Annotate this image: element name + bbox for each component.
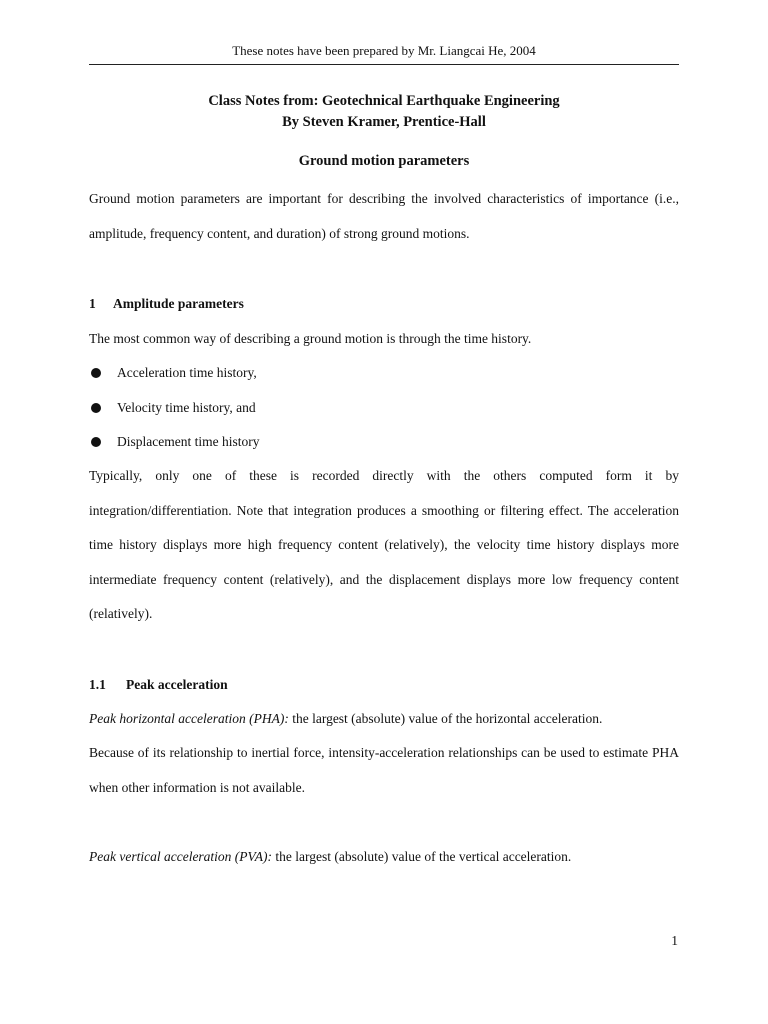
pha-term: Peak horizontal acceleration (PHA): — [89, 711, 289, 726]
pva-definition — [89, 848, 679, 866]
pva-definition-text: the largest (absolute) value of the vertical acceleration. — [272, 849, 572, 864]
page-header: These notes have been prepared by Mr. Liangcai He, 2004 — [232, 43, 536, 58]
pha-paragraph: Because of its relationship to inertial force, intensity-acceleration relationships can be used to estimate PHA when other information is not available. — [89, 745, 679, 795]
bullet-dot-icon — [91, 368, 101, 378]
section-1-title: Amplitude parameters — [113, 296, 244, 311]
bullet-text: Displacement time history — [117, 434, 260, 449]
intro-paragraph: Ground motion parameters are important for describing the involved characteristics of importance (i.e., amplitude, frequency content, and duration) of strong ground motions. — [89, 191, 679, 241]
title-line-2: By Steven Kramer, Prentice-Hall — [282, 114, 486, 130]
section-1-paragraph: Typically, only one of these is recorded directly with the others computed form it by integration/differentiation. Note that integration produces a smoothing or filtering effect. The acceleration time history displays more high frequency content (relatively), the velocity time history displays more intermediate frequency content (relatively), and the displacement displays more low frequency content (relatively). — [89, 468, 679, 621]
bullet-dot-icon — [91, 403, 101, 413]
section-1-1-heading — [89, 676, 679, 694]
page-number: 1 — [671, 933, 678, 948]
section-1-lead: The most common way of describing a ground motion is through the time history. — [89, 331, 532, 346]
section-1-heading — [89, 295, 679, 313]
bullet-dot-icon — [91, 437, 101, 447]
pha-definition-text: the largest (absolute) value of the horizontal acceleration. — [288, 711, 603, 726]
pha-definition — [89, 710, 679, 728]
section-1-1-title: Peak acceleration — [126, 677, 228, 692]
pva-term: Peak vertical acceleration (PVA): — [89, 849, 273, 864]
bullet-text: Velocity time history, and — [117, 400, 256, 415]
section-1-1-number: 1.1 — [89, 677, 106, 692]
section-1-number: 1 — [89, 296, 96, 311]
bullet-text: Acceleration time history, — [117, 365, 257, 380]
header-rule — [89, 64, 679, 65]
document-subtitle: Ground motion parameters — [298, 153, 470, 169]
title-line-1: Class Notes from: Geotechnical Earthquake Engineering — [208, 93, 560, 109]
